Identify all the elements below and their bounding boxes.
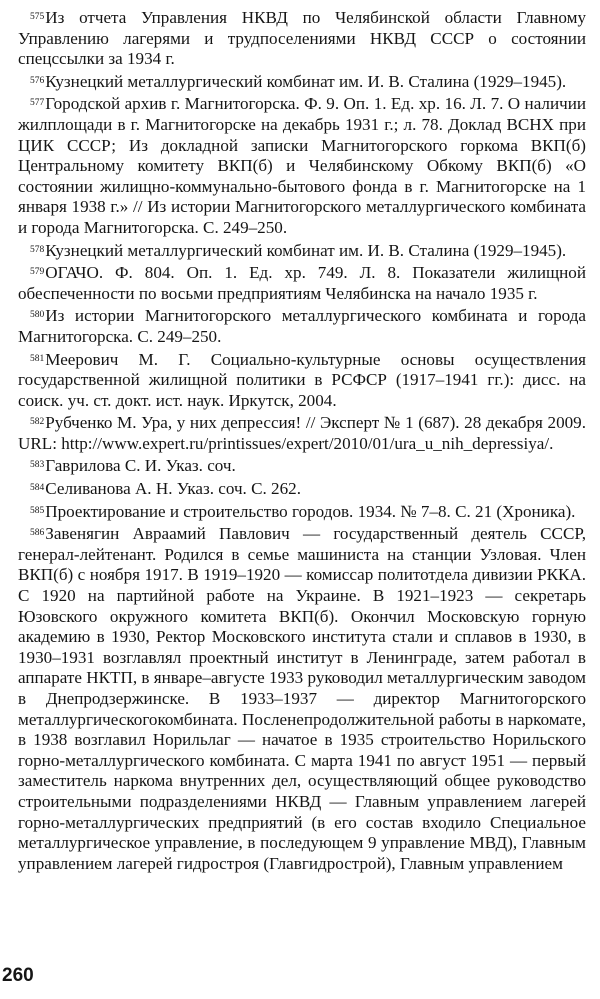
- footnote-text: Гаврилова С. И. Указ. соч.: [45, 456, 236, 476]
- footnote-text: Селиванова А. Н. Указ. соч. С. 262.: [45, 479, 301, 499]
- footnote-text: Из истории Магнитогорского металлургического комбината и города Магнитогорска. С. 249–250.: [18, 306, 586, 346]
- footnote-text: Кузнецкий металлургический комбинат им. И. В. Сталина (1929–1945).: [45, 71, 567, 91]
- footnote-number: 578: [30, 244, 45, 255]
- footnote-text: Меерович М. Г. Социально-культурные основы осуществления государственной жилищной политики в РСФСР (1917–1941 гг.): дисс. на соиск. уч. ст. докт. ист. наук. Иркутск, 2004.: [18, 349, 586, 410]
- footnote-580: [18, 306, 586, 347]
- footnote-584: [18, 479, 586, 500]
- footnote-text: Из отчета Управления НКВД по Челябинской области Главному Управлению лагерями и трудпоселениями НКВД СССР о состоянии спецссылки за 1934 г.: [18, 8, 586, 69]
- footnote-number: 575: [30, 12, 45, 22]
- footnote-583: [18, 456, 586, 477]
- footnote-582: [18, 413, 586, 454]
- footnote-578: [18, 241, 586, 262]
- footnote-number: 580: [30, 310, 45, 321]
- footnote-number: 576: [30, 75, 45, 86]
- footnote-585: [18, 502, 586, 523]
- footnote-577: [18, 94, 586, 238]
- footnote-text: Кузнецкий металлургический комбинат им. И. В. Сталина (1929–1945).: [45, 240, 567, 260]
- page-number: 260: [2, 965, 34, 986]
- footnote-576: [18, 72, 586, 93]
- footnote-586: [18, 524, 586, 874]
- footnote-text: Проектирование и строительство городов. 1934. № 7–8. С. 21 (Хроника).: [45, 501, 576, 521]
- footnote-number: 579: [30, 267, 45, 278]
- footnote-number: 586: [30, 528, 45, 539]
- footnote-number: 577: [30, 98, 45, 109]
- footnote-number: 581: [30, 353, 45, 364]
- footnotes-block: [18, 8, 586, 876]
- footnote-number: 585: [30, 505, 45, 516]
- footnote-581: [18, 350, 586, 412]
- footnote-575: [18, 8, 586, 70]
- footnote-text: Завенягин Авраамий Павлович — государственный деятель СССР, генерал-лейтенант. Родился в семье машиниста на станции Узловая. Член ВКП(б) с ноября 1917. В 1919–1920 — комиссар политотдела дивизии РККА. С 1920 на партийной работе на Украине. В 1921–1923 — секретарь Юзовского окружного комитета ВКП(б). Окончил Московскую горную академию в 1930, Ректор Московского института стали и сплавов в 1930, в 1930–1931 возглавлял проектный институт в Ленинграде, затем работал в аппарате НКТП, в январе–августе 1933 руководил металлургическим заводом в Днепродзержинске. В 1933–1937 — директор Магнитогорского металлургическогокомбината. Посленепродолжительной работы в наркомате, в 1938 возглавил Норильлаг — начатое в 1935 строительство Норильского горно-металлургического комбината. С марта 1941 по август 1951 — первый заместитель наркома внутренних дел, осуществляющий общее руководство строительными подразделениями НКВД — Главным управлением лагерей горно-металлургических предприятий (в его состав входило Специальное металлургическое управление, в последующем 9 управление МВД), Главным управлением лагерей гидростроя (Главгидрострой), Главным управлением: [18, 524, 586, 873]
- footnote-number: 584: [30, 483, 45, 494]
- footnote-text: ОГАЧО. Ф. 804. Оп. 1. Ед. хр. 749. Л. 8. Показатели жилищной обеспеченности по восьми предприятиям Челябинска на начало 1935 г.: [18, 263, 586, 303]
- footnote-number: 582: [30, 417, 45, 428]
- footnote-number: 583: [30, 460, 45, 471]
- footnote-text: Городской архив г. Магнитогорска. Ф. 9. Оп. 1. Ед. хр. 16. Л. 7. О наличии жилплощади в г. Магнитогорске на декабрь 1931 г.; л. 78. Доклад ВСНХ при ЦИК СССР; Из докладной записки Магнитогорского горкома ВКП(б) Центральному комитету ВКП(б) и Челябинскому Обкому ВКП(б) «О состоянии жилищно-коммунально-бытового фонда в г. Магнитогорске на 1 января 1938 г.» // Из истории Магнитогорского металлургического комбината и города Магнитогорска. С. 249–250.: [18, 94, 586, 237]
- footnote-579: [18, 263, 586, 304]
- footnote-text: Рубченко М. Ура, у них депрессия! // Эксперт № 1 (687). 28 декабря 2009. URL: http://www.expert.ru/printissues/expert/2010/01/ura_u_nih_depressiya/.: [18, 413, 586, 453]
